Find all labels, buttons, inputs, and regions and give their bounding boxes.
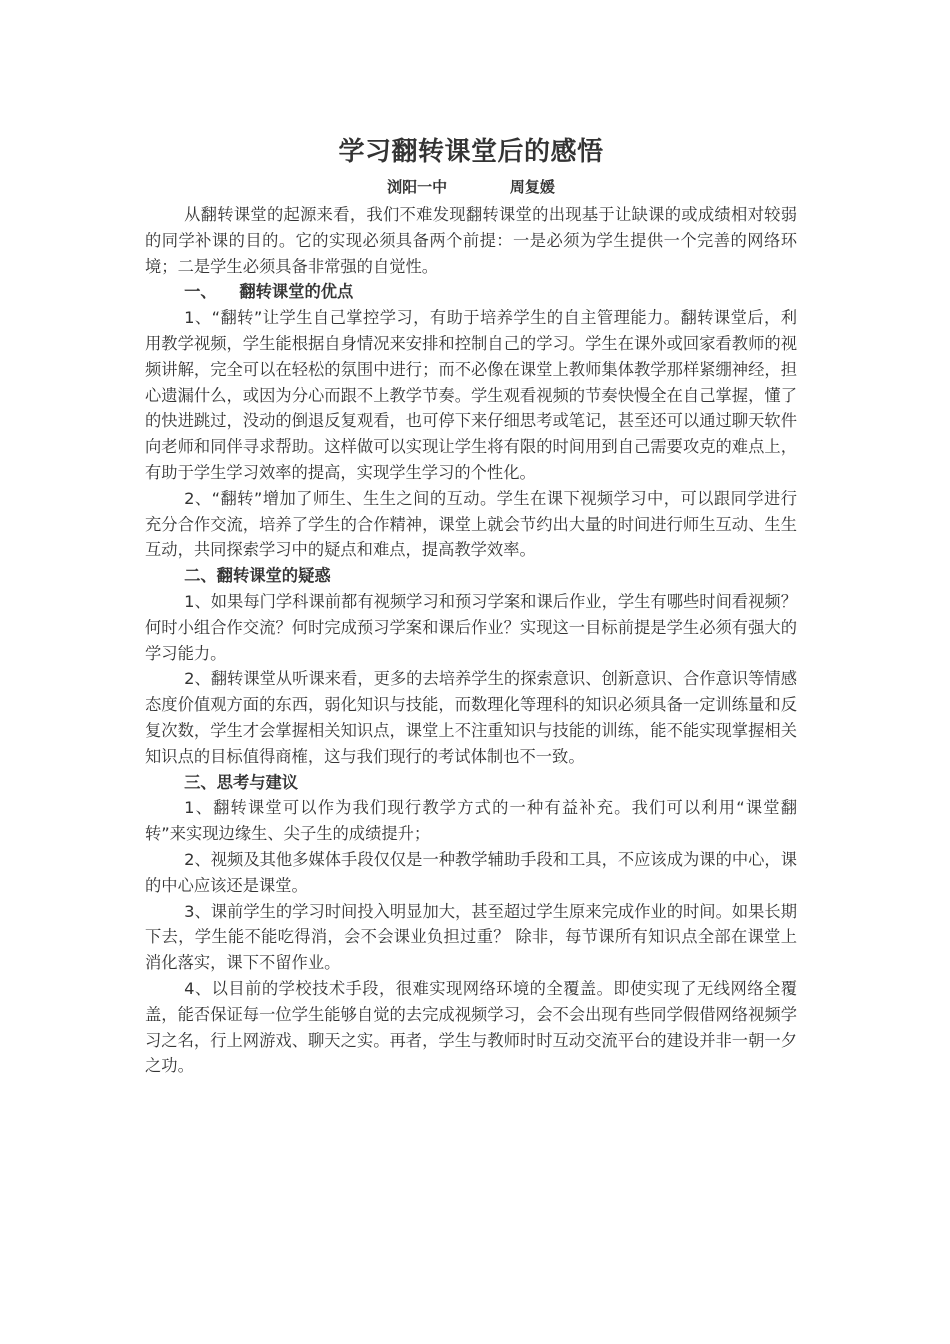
paragraph: 2、“翻转”增加了师生、生生之间的互动。学生在课下视频学习中，可以跟同学进行充分合作交流，培养了学生的合作精神，课堂上就会节约出大量的时间进行师生互动、生生互动，共同探索学习中的疑点和难点，提高教学效率。 xyxy=(145,488,797,560)
author-line: 浏阳一中 周复媛 xyxy=(387,178,555,196)
paragraph: 2、翻转课堂从听课来看，更多的去培养学生的探索意识、创新意识、合作意识等情感态度价值观方面的东西，弱化知识与技能，而数理化等理科的知识必须具备一定训练量和反复次数，学生才会掌握相关知识点，课堂上不注重知识与技能的训练，能不能实现掌握相关知识点的目标值得商榷，这与我们现行的考试体制也不一致。 xyxy=(145,669,797,766)
paragraph: 4、以目前的学校技术手段，很难实现网络环境的全覆盖。即使实现了无线网络全覆盖，能否保证每一位学生能够自觉的去完成视频学习，会不会出现有些同学假借网络视频学习之名，行上网游戏、聊天之实。再者，学生与教师时时互动交流平台的建设并非一朝一夕之功。 xyxy=(145,978,797,1076)
paragraph: 3、课前学生的学习时间投入明显加大，甚至超过学生原来完成作业的时间。如果长期下去，学生能不能吃得消，会不会课业负担过重？ 除非，每节课所有知识点全部在课堂上消化落实，课下不留作业。 xyxy=(145,901,797,973)
document-page xyxy=(145,132,797,1079)
section-heading-advantages: 一、 翻转课堂的优点 xyxy=(184,282,354,302)
document-title: 学习翻转课堂后的感悟 xyxy=(338,137,604,167)
paragraph: 1、如果每门学科课前都有视频学习和预习学案和课后作业，学生有哪些时间看视频？何时小组合作交流？何时完成预习学案和课后作业？实现这一目标前提是学生必须有强大的学习能力。 xyxy=(145,591,797,663)
section-heading-doubts: 二、翻转课堂的疑惑 xyxy=(184,566,331,586)
intro-paragraph: 从翻转课堂的起源来看，我们不难发现翻转课堂的出现基于让缺课的或成绩相对较弱的同学补课的目的。它的实现必须具备两个前提：一是必须为学生提供一个完善的网络环境；二是学生必须具备非常强的自觉性。 xyxy=(145,205,797,276)
paragraph: 1、翻转课堂可以作为我们现行教学方式的一种有益补充。我们可以利用“课堂翻转”来实现边缘生、尖子生的成绩提升； xyxy=(145,798,797,844)
paragraph: 2、视频及其他多媒体手段仅仅是一种教学辅助手段和工具，不应该成为课的中心，课的中心应该还是课堂。 xyxy=(145,849,797,895)
paragraph: 1、“翻转”让学生自己掌控学习，有助于培养学生的自主管理能力。翻转课堂后，利用教学视频，学生能根据自身情况来安排和控制自己的学习。学生在课外或回家看教师的视频讲解，完全可以在轻松的氛围中进行；而不必像在课堂上教师集体教学那样紧绷神经，担心遗漏什么，或因为分心而跟不上教学节奏。学生观看视频的节奏快慢全在自己掌握，懂了的快进跳过，没动的倒退反复观看，也可停下来仔细思考或笔记，甚至还可以通过聊天软件向老师和同伴寻求帮助。这样做可以实现让学生将有限的时间用到自己需要攻克的难点上，有助于学生学习效率的提高，实现学生学习的个性化。 xyxy=(145,308,797,482)
section-heading-suggestions: 三、思考与建议 xyxy=(184,772,299,792)
